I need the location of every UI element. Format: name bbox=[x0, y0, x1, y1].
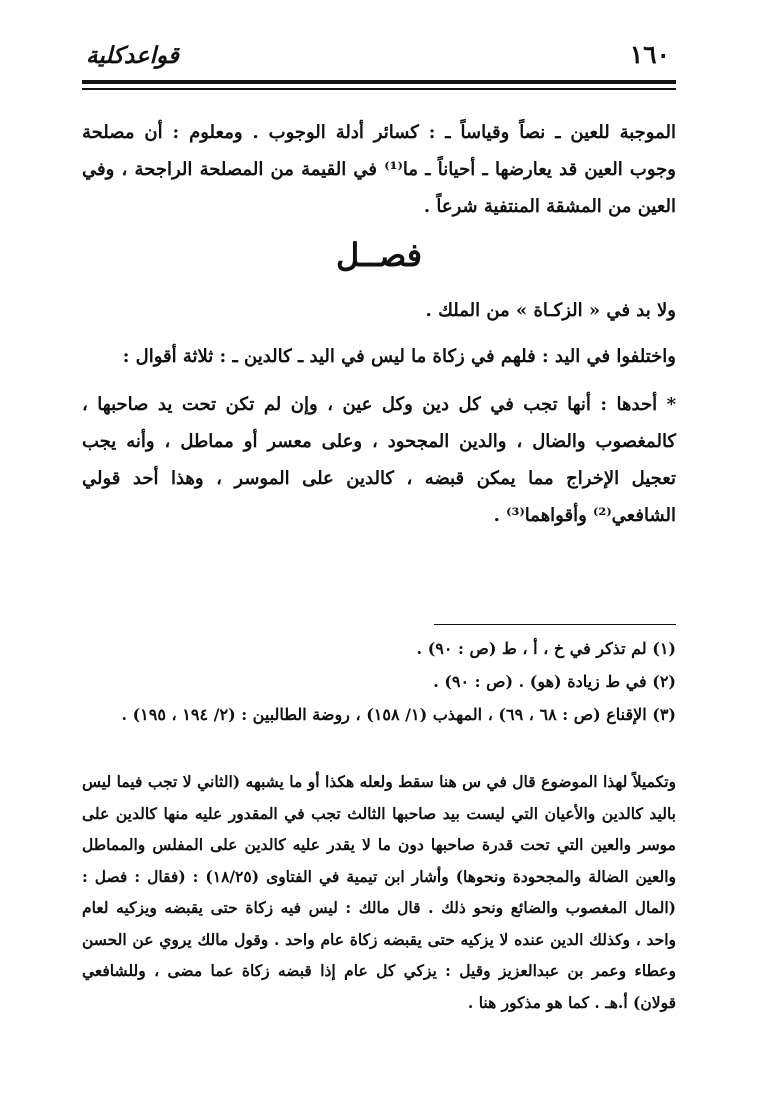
header-rule-thin bbox=[82, 88, 676, 90]
running-title: قواعدكلية bbox=[86, 42, 179, 69]
paragraph-1: الموجبة للعين ـ نصاً وقياساً ـ : كسائر أدلة الوجوب . ومعلوم : أن مصلحة وجوب العين قد يعارضها ـ أحياناً ـ ما⁽¹⁾ في القيمة من المصلحة الراجحة ، وفي العين من المشقة المنتفية شرعاً . bbox=[82, 122, 676, 217]
page-header bbox=[82, 40, 676, 74]
footnote-3: (٣) الإقناع (ص : ٦٨ ، ٦٩) ، المهذب (١/ ١٥٨) ، روضة الطالبين : (٢/ ١٩٤ ، ١٩٥) . bbox=[121, 705, 676, 724]
footnote-2: (٢) في ط زيادة (هو) . (ص : ٩٠) . bbox=[433, 672, 676, 691]
footnote-1: (١) لم تذكر في خ ، أ ، ط (ص : ٩٠) . bbox=[416, 639, 676, 658]
header-rule-thick bbox=[82, 80, 676, 84]
paragraph-2: ولا بد في « الزكـاة » من الملك . bbox=[425, 300, 676, 321]
footnote-separator bbox=[434, 624, 676, 625]
paragraph-3: واختلفوا في اليد : فلهم في زكاة ما ليس في اليد ـ كالدين ـ : ثلاثة أقوال : bbox=[122, 346, 676, 367]
page-number: ١٦٠ bbox=[629, 40, 670, 69]
editor-commentary: وتكميلاً لهذا الموضوع قال في س هنا سقط ولعله هكذا أو ما يشبهه (الثاني لا تجب فيما ليس باليد كالدين والأعيان التي ليست بيد صاحبها الثالث تجب في المقدور عليه منها كالدين على موسر والعين التي تحت قدرة صاحبها دون ما لا يقدر عليه كالدين على المفلس والمماطل والعين الضالة والمجحودة ونحوها) وأشار ابن تيمية في الفتاوى (١٨/٢٥) : (فقال : فصل : (المال المغصوب والضائع ونحو ذلك . قال مالك : ليس فيه زكاة حتى يقبضه ويزكيه لعام واحد ، وكذلك الدين عنده لا يزكيه حتى يقبضه زكاة عام واحد . وقول مالك يروي عن الحسن وعطاء وعمر بن عبدالعزيز وقيل : يزكي كل عام إذا قبضه زكاة عما مضى ، وللشافعي قولان) أ.هـ . كما هو مذكور هنا . bbox=[82, 772, 677, 1012]
footnotes bbox=[82, 632, 676, 731]
paragraph-4: * أحدها : أنها تجب في كل دين وكل عين ، وإن لم تكن تحت يد صاحبها ، كالمغصوب والضال ، والدين المجحود ، وعلى معسر أو مماطل ، وأنه يجب تعجيل الإخراج مما يمكن قبضه ، كالدين على الموسر ، وهذا أحد قولي الشافعي⁽²⁾ وأقواهما⁽³⁾ . bbox=[82, 394, 676, 526]
section-heading: فصــل bbox=[335, 236, 423, 274]
